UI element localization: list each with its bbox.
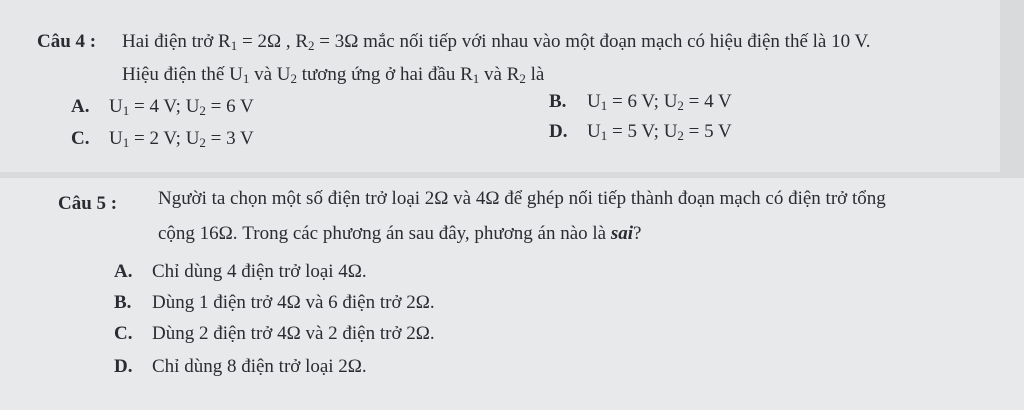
question-5-option-a: A. Chỉ dùng 4 điện trở loại 4Ω. bbox=[114, 261, 367, 282]
question-5-line-2: cộng 16Ω. Trong các phương án sau đây, phương án nào là sai? bbox=[158, 223, 642, 244]
question-5-line-1: Người ta chọn một số điện trở loại 2Ω và 4Ω để ghép nối tiếp thành đoạn mạch có điện trở tổng bbox=[158, 188, 886, 209]
question-5-option-d: D. Chỉ dùng 8 điện trở loại 2Ω. bbox=[114, 356, 367, 377]
question-5-option-c: C. Dùng 2 điện trở 4Ω và 2 điện trở 2Ω. bbox=[114, 323, 435, 344]
question-4-option-d: D. $U_1 = 5$ V; $U_2 = 5$ V bbox=[549, 121, 732, 143]
question-4-line-2: Hiệu điện thế $U_1$ và $U_2$ tương ứng ở hai đầu $R_1$ và $R_2$ là bbox=[122, 64, 545, 86]
question-5-label: Câu 5 : bbox=[58, 193, 118, 214]
question-4-option-c: C. $U_1 = 2$ V; $U_2 = 3$ V bbox=[71, 128, 254, 150]
question-4-label: Câu 4 : bbox=[37, 31, 97, 52]
question-4-line-1: Hai điện trở $R_1 = 2\Omega$ , $R_2 = 3\Omega$ mắc nối tiếp với nhau vào một đoạn mạch có hiệu điện thế là 10 V. bbox=[122, 31, 871, 53]
question-4-option-b: B. $U_1 = 6$ V; $U_2 = 4$ V bbox=[549, 91, 732, 113]
question-5-option-b: B. Dùng 1 điện trở 4Ω và 6 điện trở 2Ω. bbox=[114, 292, 435, 313]
question-4-option-a: A. $U_1 = 4$ V; $U_2 = 6$ V bbox=[71, 96, 254, 118]
